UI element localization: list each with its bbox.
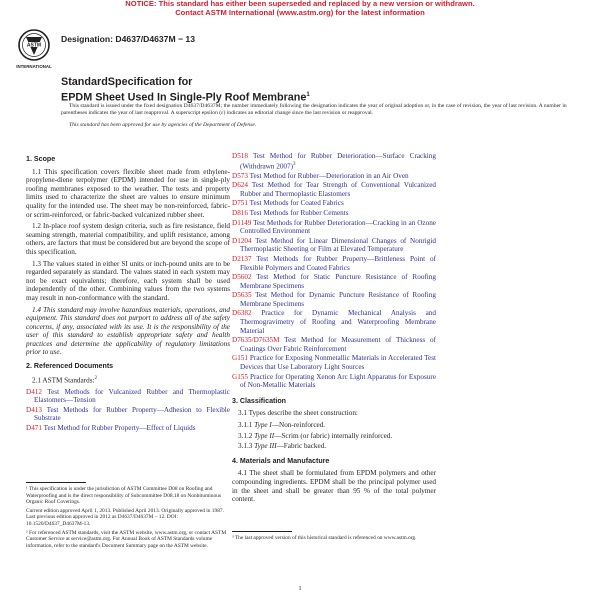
notice-line-1: NOTICE: This standard has either been superseded and replaced by a new version or withdrawn. (125, 0, 475, 8)
reference-title[interactable]: Test Methods for Rubber Cements (249, 208, 349, 217)
reference-title[interactable]: Test Methods for Coated Fabrics (249, 199, 344, 208)
title-text: EPDM Sheet Used In Single-Ply Roof Membrane (61, 91, 307, 104)
type-name: Type I (254, 421, 272, 430)
reference-d751[interactable] (232, 199, 436, 208)
classification-heading: 3. Classification (232, 396, 287, 405)
footnote-2: ² For referenced ASTM standards, visit the ASTM website, www.astm.org, or contact ASTM Customer Service at service@astm.org. For Annual Book of ASTM Standards volume information, refer to the standard's Document Summary page on the ASTM website. (26, 529, 227, 549)
astm-standards-mark: 2 (94, 375, 97, 381)
astm-standards-text: 2.1 ASTM Standards: (32, 376, 95, 385)
reference-d471[interactable] (26, 424, 230, 433)
reference-d573[interactable] (232, 172, 436, 181)
footnote-3: ³ The last approved version of this historical standard is referenced on www.astm.org. (232, 535, 417, 541)
title-footnote-mark: 1 (306, 91, 310, 98)
astm-logo-icon (14, 27, 54, 72)
footnote-rule (26, 482, 86, 483)
paragraph-1-2: 1.2 In-place roof system design criteria, such as fire resistance, field seaming strength, material compatibility, and uplift resistance, among others, are factors that must be considered but are beyond the scope of this specification. (26, 222, 230, 256)
scope-heading: 1. Scope (26, 155, 56, 163)
reference-d624[interactable] (232, 181, 436, 198)
paragraph-1-1: 1.1 This specification covers flexible sheet made from ethylene-propylene-diene terpolymer (EPDM) intended for use in single-ply roofing membranes exposed to the weather. The tests and property limits used to characterize the sheet are values to ensure minimum quality for the intended use. The sheet may be non-reinforced, fabric- or scrim-reinforced, or fabric-backed vulcanized rubber sheet. (26, 167, 230, 219)
reference-code[interactable]: D751 (232, 199, 248, 208)
right-column (232, 152, 436, 507)
intro-notes (61, 103, 567, 134)
reference-title[interactable]: Test Methods for Vulcanized Rubber and Thermoplastic Elastomers—Tension (34, 387, 230, 405)
reference-title[interactable]: Test Method for Rubber Deterioration—Surface Cracking (Withdrawn 2007) (240, 152, 436, 170)
reference-title[interactable]: Test Methods for Rubber Property—Brittleness Point of Flexible Polymers and Coated Fabrics (240, 254, 436, 272)
reference-code[interactable]: D412 (26, 387, 42, 396)
logo-text: ASTM (26, 42, 42, 49)
reference-title[interactable]: Test Method for Static Puncture Resistance of Roofing Membrane Specimens (240, 273, 436, 290)
reference-code[interactable]: D518 (232, 152, 248, 160)
designation: Designation: D4637/D4637M − 13 (61, 34, 195, 44)
paragraph-3-1: 3.1 Types describe the sheet construction: (238, 409, 358, 418)
reference-d2137[interactable] (232, 255, 436, 272)
reference-d413[interactable] (26, 406, 230, 423)
reference-d412[interactable] (26, 388, 230, 405)
approved-note: This standard has been approved for use by agencies of the Department of Defense. (69, 121, 257, 128)
type-description: —Scrim (or fabric) internally reinforced. (274, 431, 393, 440)
paragraph-1-4: 1.4 This standard may involve hazardous materials, operations, and equipment. This standard does not purport to address all of the safety concerns, if any, associated with its use. It is the responsibility of the user of this standard to establish appropriate safety and health practices and determine the applicability of regulatory limitations prior to use. (26, 305, 230, 357)
reference-g151[interactable] (232, 354, 436, 371)
reference-title[interactable]: Test Method for Dynamic Puncture Resistance of Roofing Membrane Specimens (240, 291, 436, 308)
paragraph-1-3: 1.3 The values stated in either SI units or inch-pound units are to be regarded separately as standard. The values stated in each system may not be exact equivalents; therefore, each system shall be used independently of the other. Combining values from the two systems may result in non-conformance with the standard. (26, 259, 230, 302)
reference-title[interactable]: Test Method for Rubber Property—Effect of Liquids (43, 424, 196, 433)
title-line-1: StandardSpecification for (61, 76, 193, 88)
paragraph-4-1: 4.1 The sheet shall be formulated from EPDM polymers and other compounding ingredients. EPDM shall be the principal polymer used in the sheet and shall be greater than 95 % of the total polymer content. (232, 469, 436, 504)
logo-subtext: INTERNATIONAL (16, 64, 52, 69)
reference-code[interactable]: D413 (26, 405, 42, 414)
left-column (26, 155, 230, 434)
reference-code[interactable]: G151 (232, 354, 248, 363)
reference-code[interactable]: D2137 (232, 254, 252, 263)
reference-code[interactable]: D1204 (232, 236, 252, 245)
reference-d1149[interactable] (232, 219, 436, 236)
reference-code[interactable]: D5635 (232, 291, 252, 300)
reference-title[interactable]: Test Methods for Rubber Property—Adhesion to Flexible Substrate (34, 405, 230, 423)
reference-code[interactable]: D6382 (232, 309, 252, 318)
materials-heading: 4. Materials and Manufacture (232, 456, 330, 465)
issued-note: This standard is issued under the fixed designation D4637/D4637M; the number immediately following the designation indicates the year of original adoption or, in the case of revision, the year of last revision. A number in parentheses indicates the year of last reapproval. A superscript epsilon (ε) indicates an editorial change since the last revision or reapproval. (61, 103, 567, 116)
type-number: 3.1.2 (238, 431, 253, 440)
document-title (61, 76, 561, 104)
reference-title[interactable]: Practice for Operating Xenon Arc Light Apparatus for Exposure of Non-Metallic Materials (240, 372, 437, 390)
reference-title[interactable]: Practice for Exposing Nonmetallic Materials in Accelerated Test Devices that Use Laboratory Light Sources (240, 354, 436, 372)
page-number: 1 (298, 585, 302, 592)
reference-footnote-mark: 3 (293, 161, 296, 167)
reference-d6382[interactable] (232, 309, 436, 335)
type-name: Type III (254, 442, 277, 451)
reference-title[interactable]: Test Method for Rubber—Deterioration in an Air Oven (249, 171, 409, 180)
astm-standards-label (26, 375, 230, 385)
type-item (238, 421, 436, 430)
reference-title[interactable]: Practice for Dynamic Mechanical Analysis and Thermogravimetry of Roofing and Waterproofing Membrane Material (240, 309, 436, 335)
reference-g155[interactable] (232, 373, 436, 390)
reference-d7635[interactable] (232, 336, 436, 353)
reference-code[interactable]: D471 (26, 424, 42, 433)
reference-code[interactable]: D816 (232, 208, 248, 217)
footnote-rule (232, 531, 292, 532)
footnote-1: ¹ This specification is under the jurisdiction of ASTM Committee D08 on Roofing and Waterproofing and is the direct responsibility of Subcommittee D08.18 on Nonbituminous Organic Roof Coverings. (26, 486, 221, 506)
type-description: —Non-reinforced. (271, 421, 326, 430)
reference-code[interactable]: D7635/D7635M (232, 336, 280, 345)
type-name: Type II (254, 431, 275, 440)
reference-code[interactable]: G155 (232, 372, 248, 381)
reference-code[interactable]: D5602 (232, 273, 252, 282)
reference-code[interactable]: D573 (232, 171, 248, 180)
reference-d5602[interactable] (232, 273, 436, 290)
type-number: 3.1.1 (238, 421, 253, 430)
title-line-2 (61, 89, 561, 104)
footnote-1-edition: Current edition approved April 1, 2013. Published April 2013. Originally approved in 1987. Last previous edition approved in 2012 as D4637/D4637M – 12. DOI: 10.1520/D4637_D4637M-13. (26, 507, 224, 527)
reference-title[interactable]: Test Method for Tear Strength of Conventional Vulcanized Rubber and Thermoplastic Elastomers (240, 181, 436, 198)
reference-d5635[interactable] (232, 291, 436, 308)
reference-code[interactable]: D1149 (232, 218, 252, 227)
reference-title[interactable]: Test Method for Linear Dimensional Changes of Nonrigid Thermoplastic Sheeting or Film at Elevated Temperature (240, 236, 436, 254)
type-item (238, 442, 436, 451)
footnotes-right (232, 531, 436, 544)
reference-d1204[interactable] (232, 237, 436, 254)
reference-code[interactable]: D624 (232, 181, 248, 190)
referenced-documents-heading: 2. Referenced Documents (26, 362, 114, 371)
supersede-notice (0, 0, 600, 18)
notice-line-2: Contact ASTM International (www.astm.org) for the latest information (175, 7, 425, 17)
reference-d518[interactable] (232, 152, 436, 171)
type-description: —Fabric backed. (276, 442, 327, 451)
reference-d816[interactable] (232, 209, 436, 218)
type-number: 3.1.3 (238, 442, 253, 451)
reference-title[interactable]: Test Method for Measurement of Thickness of Coatings Over Fabric Reinforcement (240, 336, 437, 353)
footnotes-left (26, 482, 230, 551)
reference-title[interactable]: Test Methods for Rubber Deterioration—Cracking in an Ozone Controlled Environment (240, 218, 436, 236)
type-item (238, 432, 436, 441)
